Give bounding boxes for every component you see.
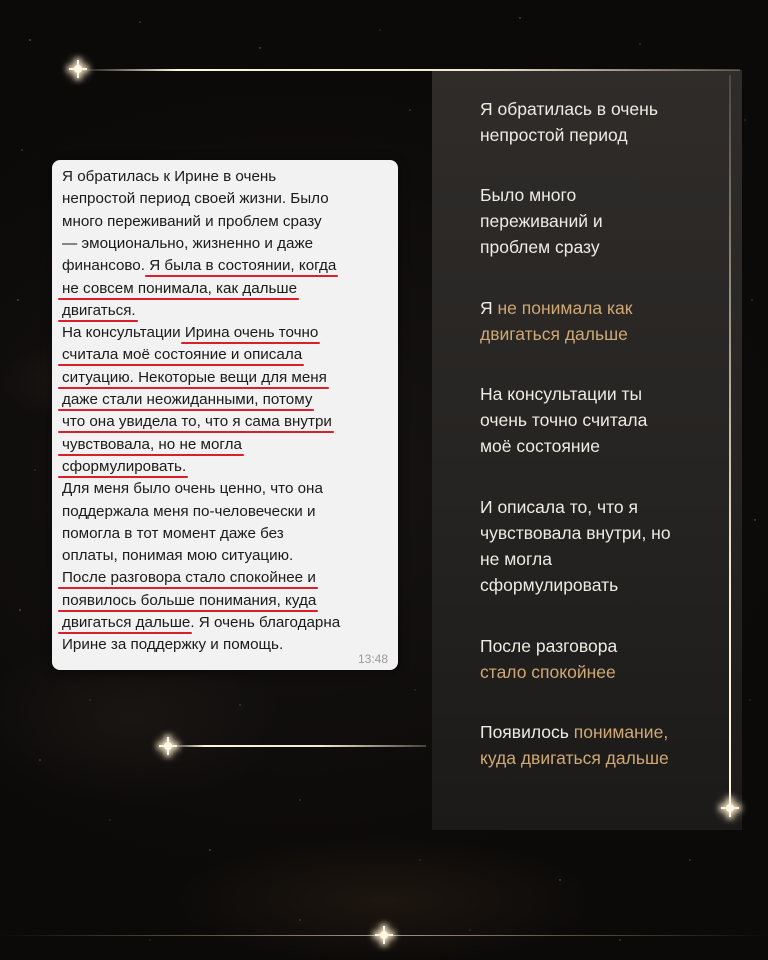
message-line <box>62 300 136 322</box>
message-line <box>62 434 242 456</box>
highlighted-text: куда двигаться дальше <box>480 748 669 768</box>
highlighted-text: стало спокойнее <box>480 662 616 682</box>
message-text-segment: непростой период своей жизни. Было <box>62 190 329 208</box>
message-line <box>62 545 293 567</box>
message-text-segment: На консультации <box>62 324 185 342</box>
message-timestamp: 13:48 <box>357 652 388 666</box>
underlined-text: Ирина очень точно <box>185 324 319 341</box>
message-line <box>62 612 340 634</box>
summary-text: не могла <box>480 549 552 569</box>
message-text-segment: . Я очень благодарна <box>190 614 341 631</box>
message-line <box>62 322 318 344</box>
message-line <box>62 501 316 523</box>
message-line <box>62 344 302 366</box>
message-text-segment: Для меня было очень ценно, что она <box>62 480 323 498</box>
summary-point-line <box>480 234 603 260</box>
summary-point <box>480 494 671 598</box>
summary-point-line <box>480 208 603 234</box>
message-line <box>62 389 312 411</box>
underlined-text: Я была в состоянии, когда <box>149 257 336 274</box>
underlined-text: двигаться дальше <box>62 614 190 631</box>
message-line <box>62 278 297 300</box>
sparkle-icon <box>159 737 177 755</box>
summary-point-line <box>480 719 669 745</box>
summary-point-line <box>480 182 603 208</box>
sparkle-icon <box>378 929 390 941</box>
underlined-text: чувствовала, но не могла <box>62 436 242 453</box>
message-line <box>62 233 313 255</box>
summary-point-line <box>480 633 617 659</box>
summary-text: Было много <box>480 185 577 205</box>
summary-text: Я <box>480 298 498 318</box>
message-line <box>62 523 284 545</box>
underlined-text: даже стали неожиданными, потому <box>62 391 312 408</box>
summary-point-line <box>480 433 647 459</box>
underlined-text: После разговора стало спокойнее и <box>62 569 316 586</box>
underlined-text: ситуацию. Некоторые вещи для меня <box>62 369 327 386</box>
summary-point-line <box>480 572 671 598</box>
summary-point <box>480 295 632 347</box>
summary-point <box>480 719 669 771</box>
summary-point-line <box>480 381 647 407</box>
message-line <box>62 188 329 210</box>
highlighted-text: не понимала как <box>497 298 633 318</box>
message-line <box>62 567 316 589</box>
summary-text: На консультации ты <box>480 384 643 404</box>
top-glow-line <box>78 69 740 71</box>
sparkle-icon <box>69 60 87 78</box>
underlined-text: сформулировать. <box>62 458 186 475</box>
summary-point-line <box>480 546 671 572</box>
underlined-text: не совсем понимала, как дальше <box>62 280 297 297</box>
message-text-segment: оплаты, понимая мою ситуацию. <box>62 547 294 565</box>
right-glow-line <box>729 75 731 805</box>
message-text-segment: финансово. <box>62 257 150 275</box>
summary-point-line <box>480 122 658 148</box>
message-line <box>62 255 336 277</box>
summary-text: непростой период <box>480 125 628 145</box>
summary-point <box>480 381 647 459</box>
summary-text: Появилось <box>480 722 574 742</box>
highlighted-text: понимание, <box>573 722 669 742</box>
summary-point-line <box>480 745 669 771</box>
summary-text: И описала то, что я <box>480 497 638 517</box>
summary-text: проблем сразу <box>480 237 600 257</box>
summary-text: Я обратилась в очень <box>480 99 658 119</box>
summary-text: сформулировать <box>480 575 619 595</box>
summary-point-line <box>480 295 632 321</box>
summary-text: После разговора <box>480 636 618 656</box>
underlined-text: что она увидела то, что я сама внутри <box>62 413 332 430</box>
message-text-segment: помогла в тот момент даже без <box>62 524 284 542</box>
summary-point-line <box>480 520 671 546</box>
message-bubble <box>52 160 398 670</box>
summary-point-line <box>480 96 658 122</box>
summary-point-line <box>480 494 671 520</box>
underlined-text: двигаться. <box>62 302 136 319</box>
summary-text: переживаний и <box>480 211 603 231</box>
message-line <box>62 367 327 389</box>
message-line <box>62 411 332 433</box>
lower-glow-line <box>166 745 426 747</box>
message-text-segment: поддержала меня по-человечески и <box>62 502 316 520</box>
message-line <box>62 590 316 612</box>
summary-point-line <box>480 659 617 685</box>
underlined-text: считала моё состояние и описала <box>62 346 302 363</box>
message-text-segment: много переживаний и проблем сразу <box>62 212 322 230</box>
summary-point <box>480 96 658 148</box>
message-line <box>62 211 322 233</box>
message-text-segment: Ирине за поддержку и помощь. <box>62 636 284 654</box>
summary-point <box>480 182 603 260</box>
message-line <box>62 634 283 656</box>
message-text-segment: — эмоционально, жизненно и даже <box>62 234 314 252</box>
summary-point <box>480 633 617 685</box>
summary-text: моё состояние <box>480 436 600 456</box>
sparkle-icon <box>721 799 739 817</box>
summary-text: очень точно считала <box>480 410 648 430</box>
highlighted-text: двигаться дальше <box>480 324 628 344</box>
summary-text: чувствовала внутри, но <box>480 523 671 543</box>
summary-point-line <box>480 407 647 433</box>
message-text-segment: Я обратилась к Ирине в очень <box>62 168 277 185</box>
summary-point-line <box>480 321 632 347</box>
underlined-text: появилось больше понимания, куда <box>62 592 316 609</box>
message-line <box>62 456 186 478</box>
message-line <box>62 166 276 188</box>
message-line <box>62 478 323 500</box>
